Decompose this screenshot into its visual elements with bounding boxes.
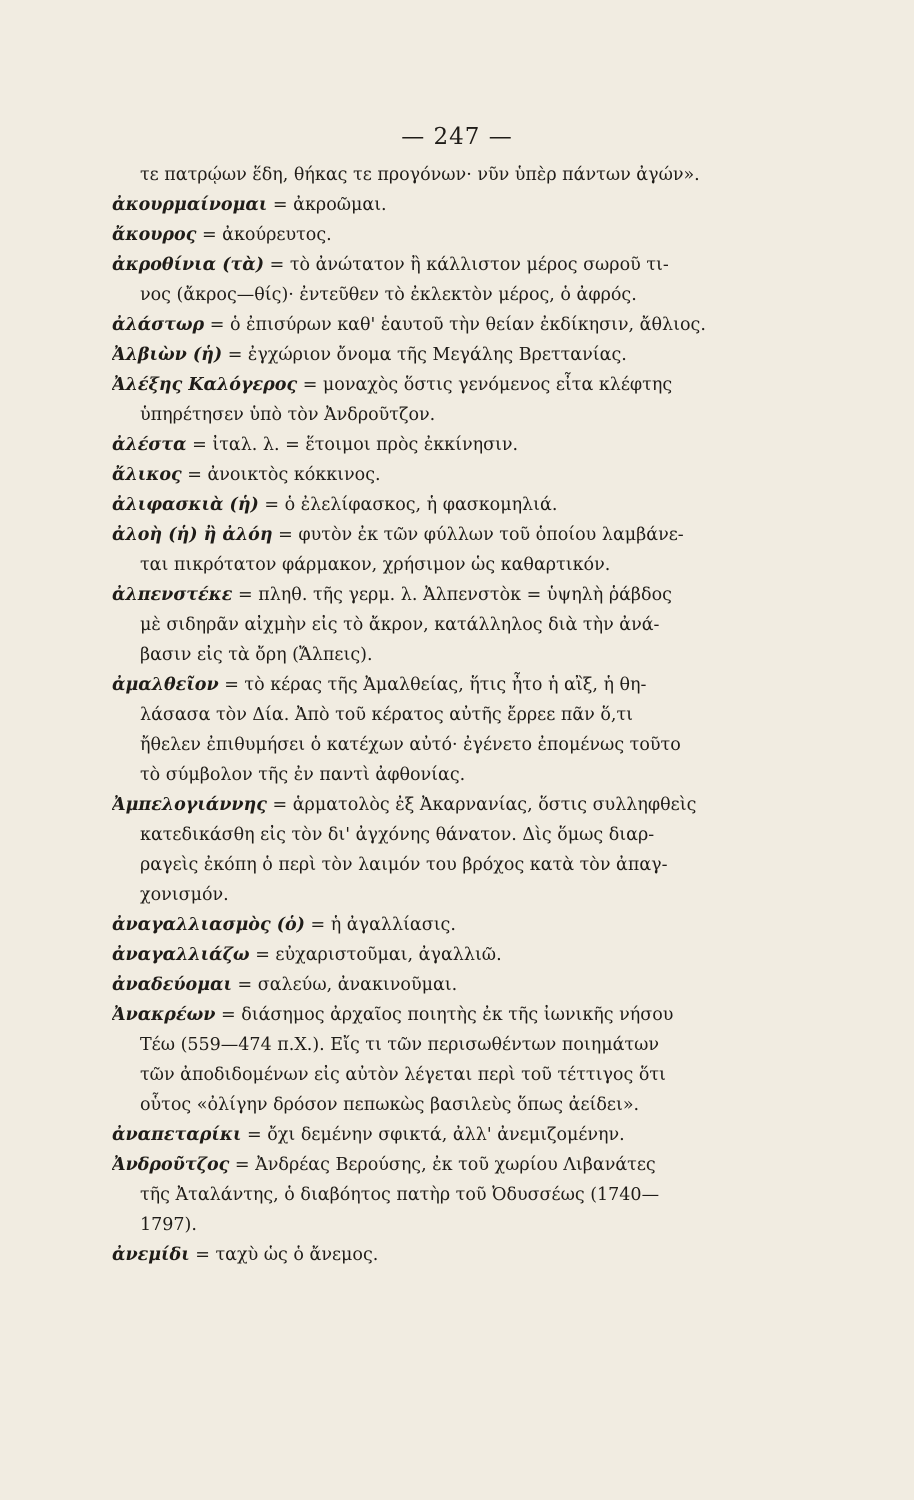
glossary-entries — [112, 160, 822, 1270]
entry-continuation-line — [112, 730, 822, 760]
glossary-entry — [112, 790, 822, 910]
entry-text: τε πατρῴων ἕδη, θήκας τε προγόνων· νῦν ὑπὲρ πάντων ἀγών». — [140, 165, 700, 185]
entry-headword: Ἀνδροῦτζος — [112, 1155, 230, 1175]
entry-first-line — [112, 1240, 822, 1270]
glossary-entry — [112, 490, 822, 520]
entry-text: = τὸ κέρας τῆς Ἀμαλθείας, ἥτις ἦτο ἡ αἲξ, ἡ θη- — [224, 675, 647, 695]
entry-continuation-line — [112, 1180, 822, 1210]
entry-first-line — [112, 940, 822, 970]
glossary-entry — [112, 970, 822, 1000]
entry-continuation-line — [112, 1030, 822, 1060]
glossary-entry — [112, 940, 822, 970]
entry-text: = ὄχι δεμένην σφικτά, ἀλλ' ἀνεμιζομένην. — [247, 1125, 625, 1145]
entry-text: ραγεὶς ἐκόπη ὁ περὶ τὸν λαιμόν του βρόχος κατὰ τὸν ἀπαγ- — [140, 855, 668, 875]
glossary-entry — [112, 430, 822, 460]
entry-text: 1797). — [140, 1215, 197, 1235]
entry-headword: Ἀμπελογιάννης — [112, 795, 267, 815]
page-number: — 247 — — [401, 124, 513, 150]
entry-text: τῶν ἀποδιδομένων εἰς αὐτὸν λέγεται περὶ τοῦ τέττιγος ὅτι — [140, 1065, 666, 1085]
entry-text: = μοναχὸς ὅστις γενόμενος εἶτα κλέφτης — [302, 375, 673, 395]
entry-headword: ἀλπενστέκε — [112, 585, 233, 605]
entry-headword: ἀναγαλλιασμὸς (ὁ) — [112, 915, 305, 935]
glossary-entry — [112, 520, 822, 580]
entry-text: βασιν εἰς τὰ ὄρη (Ἄλπεις). — [140, 645, 373, 665]
entry-continuation-line — [112, 1210, 822, 1240]
entry-headword: ἀμαλθεῖον — [112, 675, 219, 695]
entry-headword: ἀκουρμαίνομαι — [112, 195, 268, 215]
glossary-entry — [112, 310, 822, 340]
entry-first-line — [112, 310, 822, 340]
entry-first-line — [112, 1120, 822, 1150]
entry-headword: ἀνεμίδι — [112, 1245, 190, 1265]
entry-text: = ὁ ἐπισύρων καθ' ἑαυτοῦ τὴν θείαν ἐκδίκησιν, ἄθλιος. — [209, 315, 706, 335]
entry-text: χονισμόν. — [140, 885, 229, 905]
entry-continuation-line — [112, 850, 822, 880]
entry-headword: ἀναγαλλιάζω — [112, 945, 250, 965]
entry-text: ἤθελεν ἐπιθυμήσει ὁ κατέχων αὐτό· ἐγένετο ἐπομένως τοῦτο — [140, 735, 681, 755]
entry-first-line — [112, 790, 822, 820]
entry-first-line — [112, 250, 822, 280]
entry-headword: Ἀλβιὼν (ἡ) — [112, 345, 223, 365]
entry-continuation-line — [112, 760, 822, 790]
entry-headword: ἀλέστα — [112, 435, 187, 455]
entry-headword: ἀναπεταρίκι — [112, 1125, 242, 1145]
entry-text: = Ἀνδρέας Βερούσης, ἐκ τοῦ χωρίου Λιβανάτες — [234, 1155, 656, 1175]
entry-text: νος (ἄκρος—θίς)· ἐντεῦθεν τὸ ἐκλεκτὸν μέρος, ὁ ἀφρός. — [140, 285, 637, 305]
entry-first-line — [112, 490, 822, 520]
entry-first-line — [112, 970, 822, 1000]
entry-text: = ἰταλ. λ. = ἕτοιμοι πρὸς ἐκκίνησιν. — [192, 435, 519, 455]
entry-text: = ἀκούρευτος. — [201, 225, 332, 245]
glossary-entry — [112, 160, 822, 190]
entry-first-line — [112, 160, 822, 190]
entry-headword: Ἀνακρέων — [112, 1005, 216, 1025]
glossary-entry — [112, 220, 822, 250]
entry-text: τὸ σύμβολον τῆς ἐν παντὶ ἀφθονίας. — [140, 765, 466, 785]
entry-text: τῆς Ἀταλάντης, ὁ διαβόητος πατὴρ τοῦ Ὀδυσσέως (1740— — [140, 1185, 660, 1205]
entry-headword: Ἀλέξης Καλόγερος — [112, 375, 298, 395]
entry-continuation-line — [112, 640, 822, 670]
glossary-entry — [112, 580, 822, 670]
entry-text: κατεδικάσθη εἰς τὸν δι' ἀγχόνης θάνατον. Δὶς ὅμως διαρ- — [140, 825, 655, 845]
entry-text: = ταχὺ ὡς ὁ ἄνεμος. — [195, 1245, 379, 1265]
entry-first-line — [112, 910, 822, 940]
entry-continuation-line — [112, 400, 822, 430]
entry-first-line — [112, 1000, 822, 1030]
glossary-entry — [112, 1120, 822, 1150]
entry-first-line — [112, 220, 822, 250]
entry-continuation-line — [112, 820, 822, 850]
entry-text: = πληθ. τῆς γερμ. λ. Ἀλπενστὸκ = ὑψηλὴ ῥάβδος — [237, 585, 672, 605]
entry-headword: ἀλιφασκιὰ (ἡ) — [112, 495, 259, 515]
entry-first-line — [112, 430, 822, 460]
entry-text: = εὐχαριστοῦμαι, ἀγαλλιῶ. — [255, 945, 502, 965]
entry-first-line — [112, 580, 822, 610]
entry-headword: ἀλοὴ (ἡ) ἢ ἀλόη — [112, 525, 273, 545]
entry-text: ὑπηρέτησεν ὑπὸ τὸν Ἀνδροῦτζον. — [140, 405, 436, 425]
entry-first-line — [112, 460, 822, 490]
glossary-entry — [112, 1150, 822, 1240]
entry-text: = σαλεύω, ἀνακινοῦμαι. — [237, 975, 458, 995]
entry-text: = ἀκροῶμαι. — [272, 195, 387, 215]
glossary-entry — [112, 1000, 822, 1120]
entry-continuation-line — [112, 550, 822, 580]
entry-first-line — [112, 670, 822, 700]
glossary-entry — [112, 190, 822, 220]
entry-text: ται πικρότατον φάρμακον, χρήσιμον ὡς καθαρτικόν. — [140, 555, 611, 575]
entry-first-line — [112, 370, 822, 400]
entry-text: = ἐγχώριον ὄνομα τῆς Μεγάλης Βρεττανίας. — [227, 345, 627, 365]
entry-continuation-line — [112, 610, 822, 640]
entry-text: = φυτὸν ἐκ τῶν φύλλων τοῦ ὁποίου λαμβάνε- — [278, 525, 684, 545]
glossary-entry — [112, 910, 822, 940]
entry-headword: ἀναδεύομαι — [112, 975, 232, 995]
glossary-entry — [112, 670, 822, 790]
glossary-entry — [112, 340, 822, 370]
entry-continuation-line — [112, 280, 822, 310]
entry-text: = ἀνοικτὸς κόκκινος. — [187, 465, 381, 485]
entry-text: οὗτος «ὀλίγην δρόσον πεπωκὼς βασιλεὺς ὅπως ἀείδει». — [140, 1095, 640, 1115]
glossary-entry — [112, 370, 822, 430]
entry-continuation-line — [112, 880, 822, 910]
entry-text: = τὸ ἀνώτατον ἢ κάλλιστον μέρος σωροῦ τι- — [269, 255, 669, 275]
entry-continuation-line — [112, 700, 822, 730]
entry-first-line — [112, 520, 822, 550]
glossary-entry — [112, 250, 822, 310]
entry-first-line — [112, 1150, 822, 1180]
glossary-entry — [112, 1240, 822, 1270]
glossary-entry — [112, 460, 822, 490]
entry-headword: ἀκροθίνια (τὰ) — [112, 255, 265, 275]
entry-text: = ὁ ἐλελίφασκος, ἡ φασκομηλιά. — [264, 495, 558, 515]
entry-continuation-line — [112, 1090, 822, 1120]
entry-text: = ἁρματολὸς ἐξ Ἀκαρνανίας, ὅστις συλληφθεὶς — [272, 795, 697, 815]
entry-text: λάσασα τὸν Δία. Ἀπὸ τοῦ κέρατος αὐτῆς ἔρρεε πᾶν ὅ,τι — [140, 705, 634, 725]
entry-text: = ἡ ἀγαλλίασις. — [310, 915, 456, 935]
entry-text: = διάσημος ἀρχαῖος ποιητὴς ἐκ τῆς ἰωνικῆς νήσου — [220, 1005, 674, 1025]
entry-first-line — [112, 340, 822, 370]
entry-headword: ἀλάστωρ — [112, 315, 205, 335]
entry-headword: ἄλικος — [112, 465, 182, 485]
entry-text: μὲ σιδηρᾶν αἰχμὴν εἰς τὸ ἄκρον, κατάλληλος διὰ τὴν ἀνά- — [140, 615, 660, 635]
entry-first-line — [112, 190, 822, 220]
entry-headword: ἄκουρος — [112, 225, 197, 245]
entry-continuation-line — [112, 1060, 822, 1090]
entry-text: Τέω (559—474 π.Χ.). Εἴς τι τῶν περισωθέντων ποιημάτων — [140, 1035, 660, 1055]
